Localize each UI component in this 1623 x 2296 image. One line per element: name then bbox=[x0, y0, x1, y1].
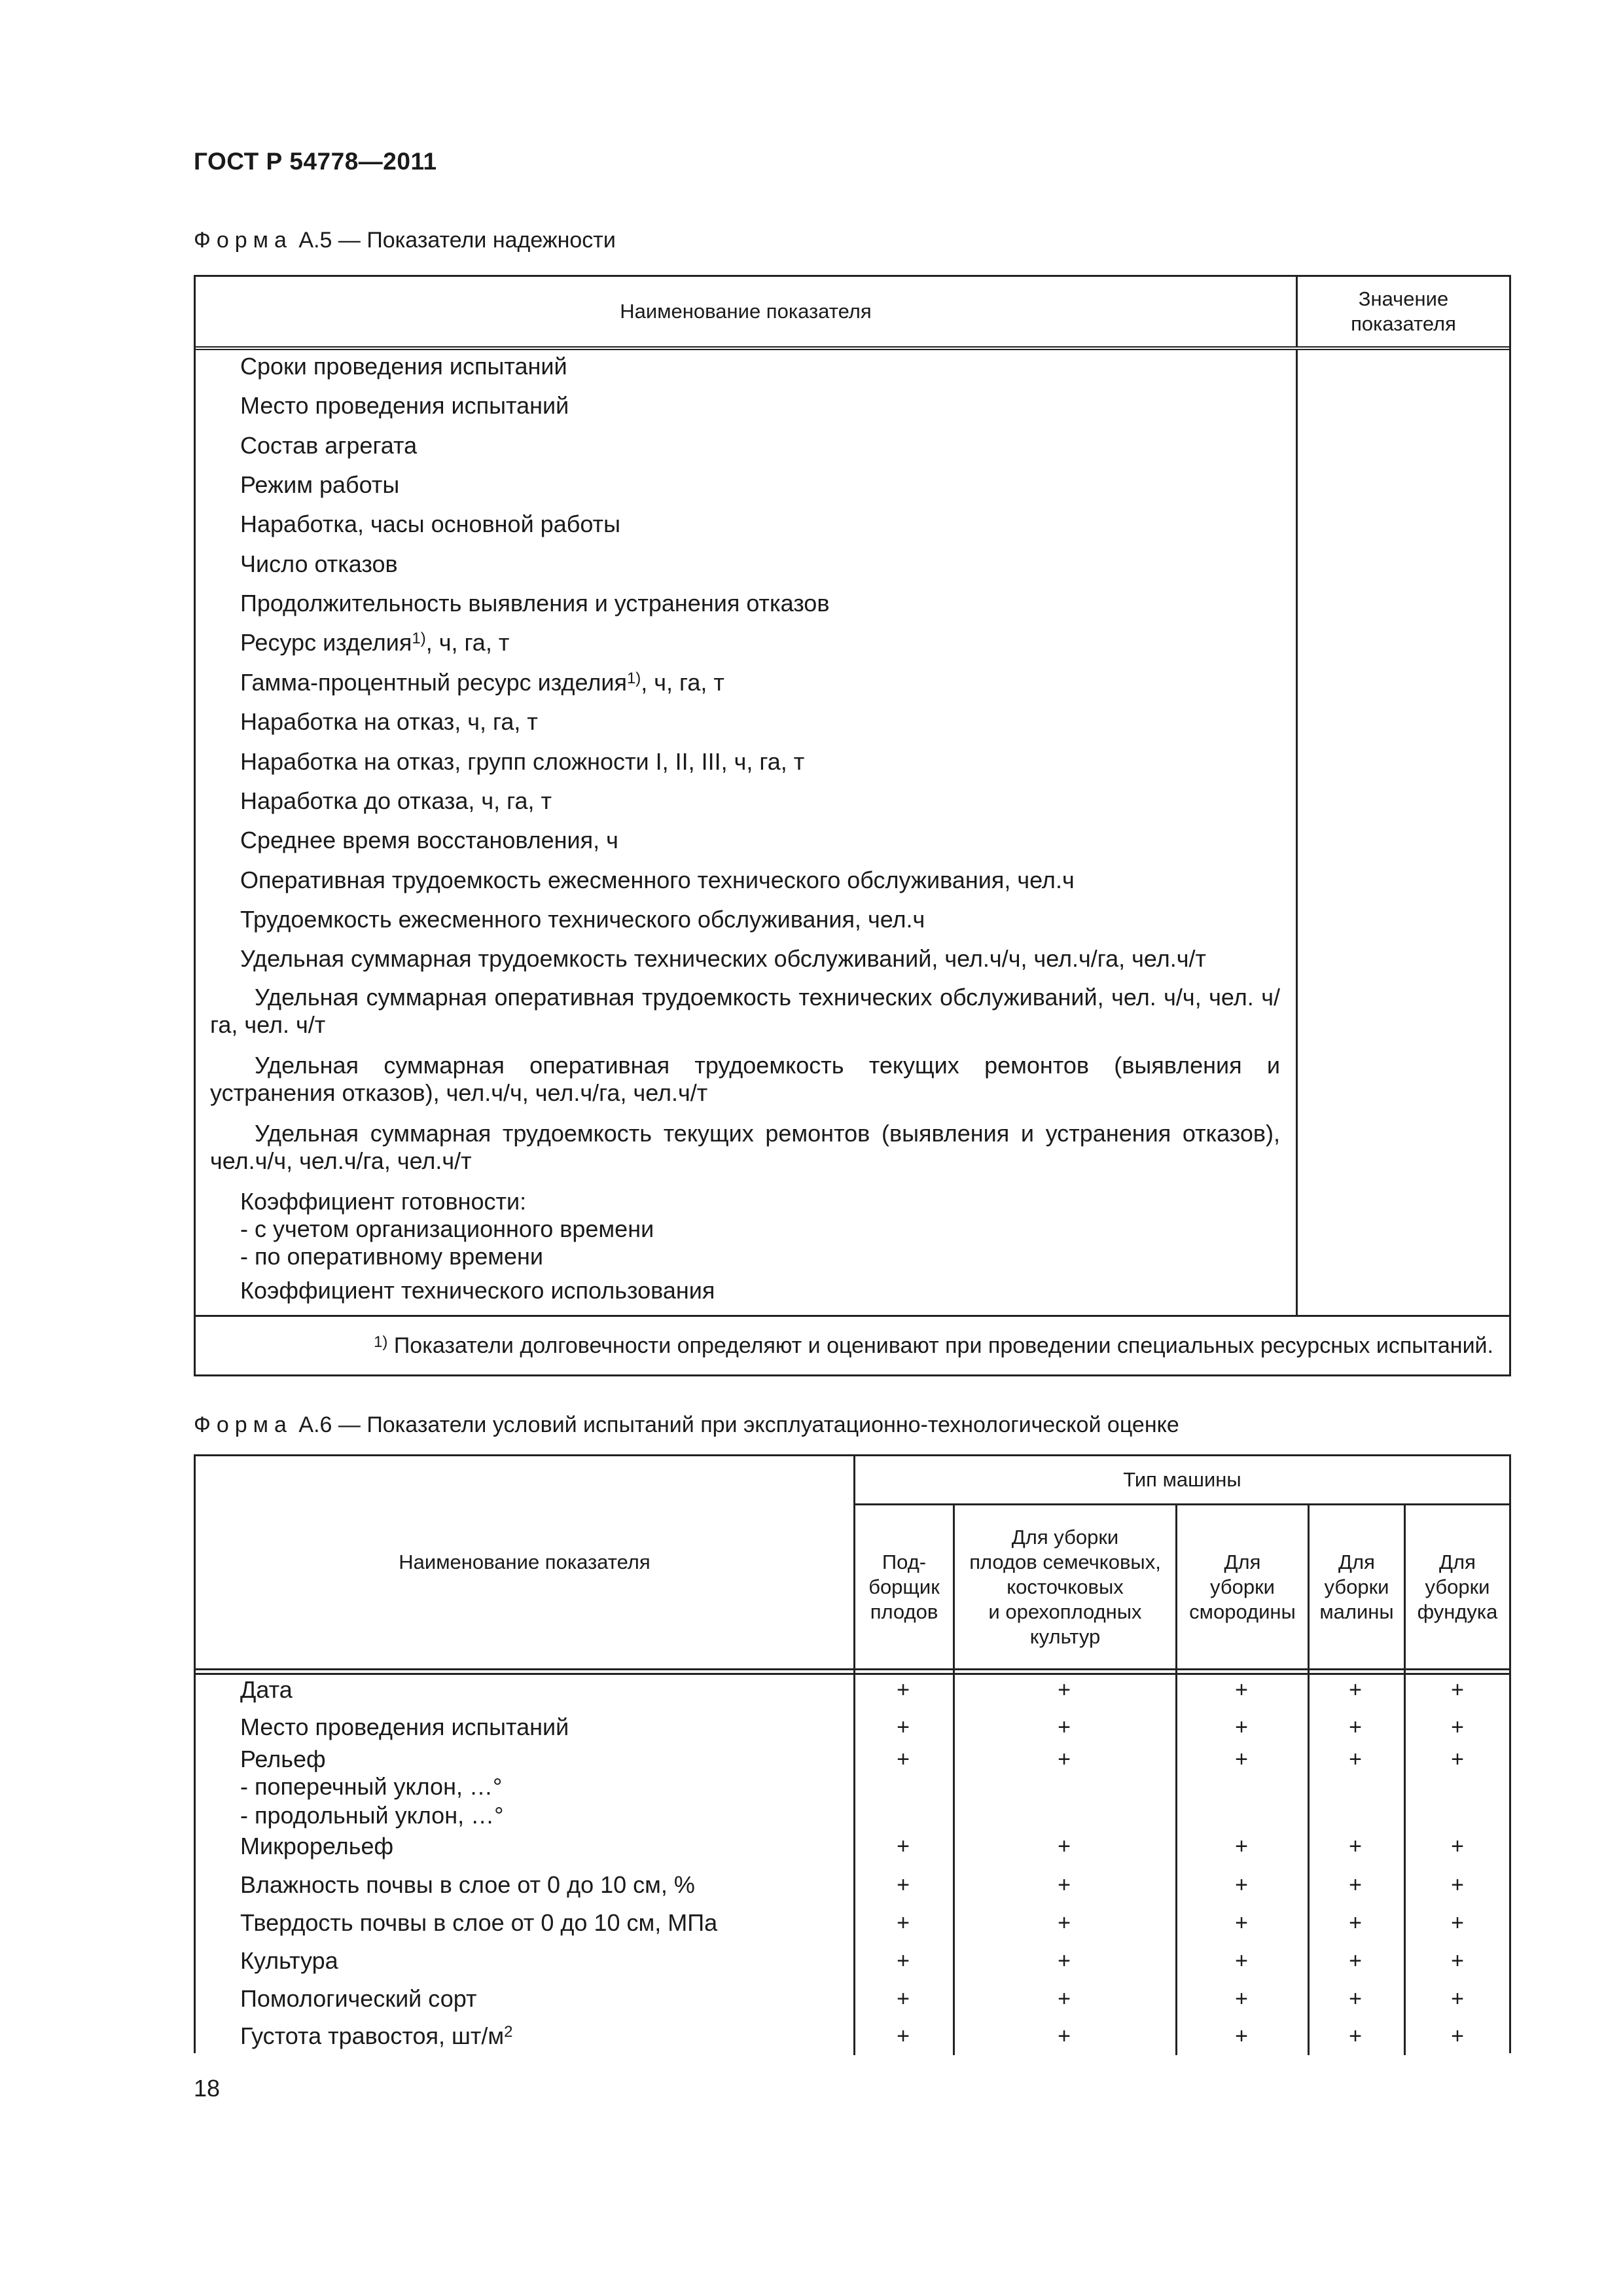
form-a5-table bbox=[194, 275, 1511, 1376]
header-divider bbox=[196, 1673, 1509, 1675]
plus-mark: + bbox=[1451, 1873, 1464, 1897]
value-column-divider bbox=[1296, 350, 1298, 1315]
table-row: Удельная суммарная трудоемкость технических обслуживаний, чел.ч/ч, чел.ч/га, чел.ч/т bbox=[240, 945, 1206, 972]
page-number: 18 bbox=[194, 2075, 221, 2102]
table-row-label: Помологический сорт bbox=[240, 1985, 477, 2012]
plus-mark: + bbox=[897, 1747, 910, 1772]
column-header-machine-type: Для уборки смородины bbox=[1189, 1550, 1296, 1623]
table-row: Наработка, часы основной работы bbox=[240, 511, 620, 537]
plus-mark: + bbox=[1058, 1910, 1071, 1935]
table-row-label: Влажность почвы в слое от 0 до 10 см, % bbox=[240, 1871, 695, 1898]
column-header-machine-type: Для уборки малины bbox=[1319, 1550, 1394, 1623]
form-a6-caption: Форма А.6 — Показатели условий испытаний при эксплуатационно-технологической оценке bbox=[194, 1412, 1179, 1437]
form-a6-table bbox=[194, 1454, 1511, 2053]
plus-mark: + bbox=[897, 1986, 910, 2011]
plus-mark: + bbox=[1235, 2024, 1248, 2049]
plus-mark: + bbox=[1349, 1948, 1362, 1973]
plus-mark: + bbox=[897, 2024, 910, 2049]
plus-mark: + bbox=[1235, 1986, 1248, 2011]
plus-mark: + bbox=[1349, 1715, 1362, 1740]
column-header-machine-type: Для уборки фундука bbox=[1417, 1550, 1498, 1623]
plus-mark: + bbox=[897, 1834, 910, 1859]
plus-mark: + bbox=[1349, 1873, 1362, 1897]
table-row: Сроки проведения испытаний bbox=[240, 353, 567, 380]
table-row: Состав агрегата bbox=[240, 432, 418, 459]
plus-mark: + bbox=[1235, 1873, 1248, 1897]
table-row-label: Рельеф bbox=[240, 1746, 326, 1772]
table-row: Режим работы bbox=[240, 471, 400, 498]
column-header-machine-type: Под- борщик плодов bbox=[868, 1550, 940, 1623]
table-row-label: Дата bbox=[240, 1676, 293, 1703]
column-header-name: Наименование показателя bbox=[620, 300, 872, 323]
table-row: Удельная суммарная оперативная трудоемкость технических обслуживаний, чел. ч/ч, чел. ч/га, чел. ч/т bbox=[210, 984, 1280, 1038]
table-row: Ресурс изделия$^{1)}$, ч, га, т bbox=[240, 629, 510, 656]
table-row: Коэффициент готовности: - с учетом организационного времени - по оперативному времени bbox=[240, 1188, 654, 1270]
table-row: Трудоемкость ежесменного технического обслуживания, чел.ч bbox=[240, 906, 925, 933]
table-row-label: Культура bbox=[240, 1947, 338, 1974]
plus-mark: + bbox=[1451, 1677, 1464, 1702]
plus-mark: + bbox=[1058, 2024, 1071, 2049]
table-row: Оперативная трудоемкость ежесменного технического обслуживания, чел.ч bbox=[240, 867, 1075, 893]
plus-mark: + bbox=[1349, 1834, 1362, 1859]
plus-mark: + bbox=[897, 1677, 910, 1702]
plus-mark: + bbox=[1058, 1986, 1071, 2011]
plus-mark: + bbox=[1058, 1715, 1071, 1740]
table-row: Наработка на отказ, групп сложности I, II, III, ч, га, т bbox=[240, 748, 805, 775]
plus-mark: + bbox=[897, 1715, 910, 1740]
plus-mark: + bbox=[1058, 1747, 1071, 1772]
plus-mark: + bbox=[1451, 1910, 1464, 1935]
plus-mark: + bbox=[1235, 1747, 1248, 1772]
plus-mark: + bbox=[897, 1910, 910, 1935]
form-a5-caption: Форма А.5 — Показатели надежности bbox=[194, 228, 616, 253]
plus-mark: + bbox=[1451, 1834, 1464, 1859]
table-row-label: Микрорельеф bbox=[240, 1833, 394, 1859]
plus-mark: + bbox=[1235, 1948, 1248, 1973]
plus-mark: + bbox=[1451, 1948, 1464, 1973]
table-row: Удельная суммарная оперативная трудоемкость текущих ремонтов (выявления и устранения отказов), чел.ч/ч, чел.ч/га, чел.ч/т bbox=[210, 1052, 1280, 1106]
column-header-value: Значение показателя bbox=[1296, 277, 1509, 346]
plus-mark: + bbox=[1451, 1747, 1464, 1772]
table-row: Удельная суммарная трудоемкость текущих ремонтов (выявления и устранения отказов), чел.ч/ч, чел.ч/га, чел.ч/т bbox=[210, 1120, 1280, 1174]
table-row-label: - продольный уклон, …° bbox=[240, 1802, 504, 1829]
plus-mark: + bbox=[1058, 1948, 1071, 1973]
plus-mark: + bbox=[1349, 1986, 1362, 2011]
table-row: Коэффициент технического использования bbox=[240, 1277, 715, 1304]
table-row: Число отказов bbox=[240, 550, 398, 577]
plus-mark: + bbox=[1451, 1986, 1464, 2011]
table-row-label: Место проведения испытаний bbox=[240, 1713, 569, 1740]
table-row: Наработка до отказа, ч, га, т bbox=[240, 787, 552, 814]
plus-mark: + bbox=[1349, 2024, 1362, 2049]
column-group-header: Тип машины bbox=[1123, 1468, 1241, 1491]
plus-mark: + bbox=[1349, 1747, 1362, 1772]
form-a5-header-row bbox=[196, 277, 1509, 350]
plus-mark: + bbox=[897, 1873, 910, 1897]
column-header-machine-type: Для уборки плодов семечковых, косточковых и орехоплодных культур bbox=[969, 1525, 1161, 1648]
plus-mark: + bbox=[1235, 1910, 1248, 1935]
plus-mark: + bbox=[1451, 2024, 1464, 2049]
table-row: Продолжительность выявления и устранения отказов bbox=[240, 590, 830, 617]
plus-mark: + bbox=[1451, 1715, 1464, 1740]
table-row: Место проведения испытаний bbox=[240, 392, 569, 419]
table-row: Гамма-процентный ресурс изделия$^{1)}$, ч, га, т bbox=[240, 669, 724, 696]
table-row-label: Твердость почвы в слое от 0 до 10 см, МПа bbox=[240, 1909, 718, 1936]
plus-mark: + bbox=[1058, 1834, 1071, 1859]
plus-mark: + bbox=[897, 1948, 910, 1973]
plus-mark: + bbox=[1235, 1715, 1248, 1740]
table-row: Среднее время восстановления, ч bbox=[240, 827, 618, 853]
plus-mark: + bbox=[1235, 1677, 1248, 1702]
plus-mark: + bbox=[1349, 1677, 1362, 1702]
plus-mark: + bbox=[1235, 1834, 1248, 1859]
plus-mark: + bbox=[1058, 1677, 1071, 1702]
plus-mark: + bbox=[1058, 1873, 1071, 1897]
table-row: Наработка на отказ, ч, га, т bbox=[240, 708, 538, 735]
header-divider bbox=[196, 1668, 1509, 1670]
column-header-name: Наименование показателя bbox=[399, 1551, 651, 1573]
form-a5-footnote: $^{1)}$ Показатели долговечности определяют и оценивают при проведении специальных ресурсных испытаний. bbox=[196, 1315, 1509, 1374]
table-row-label: Густота травостоя, $шт/м^2$ bbox=[240, 2022, 513, 2049]
table-row-label: - поперечный уклон, …° bbox=[240, 1773, 503, 1800]
plus-mark: + bbox=[1349, 1910, 1362, 1935]
document-code: ГОСТ Р 54778—2011 bbox=[194, 148, 437, 175]
